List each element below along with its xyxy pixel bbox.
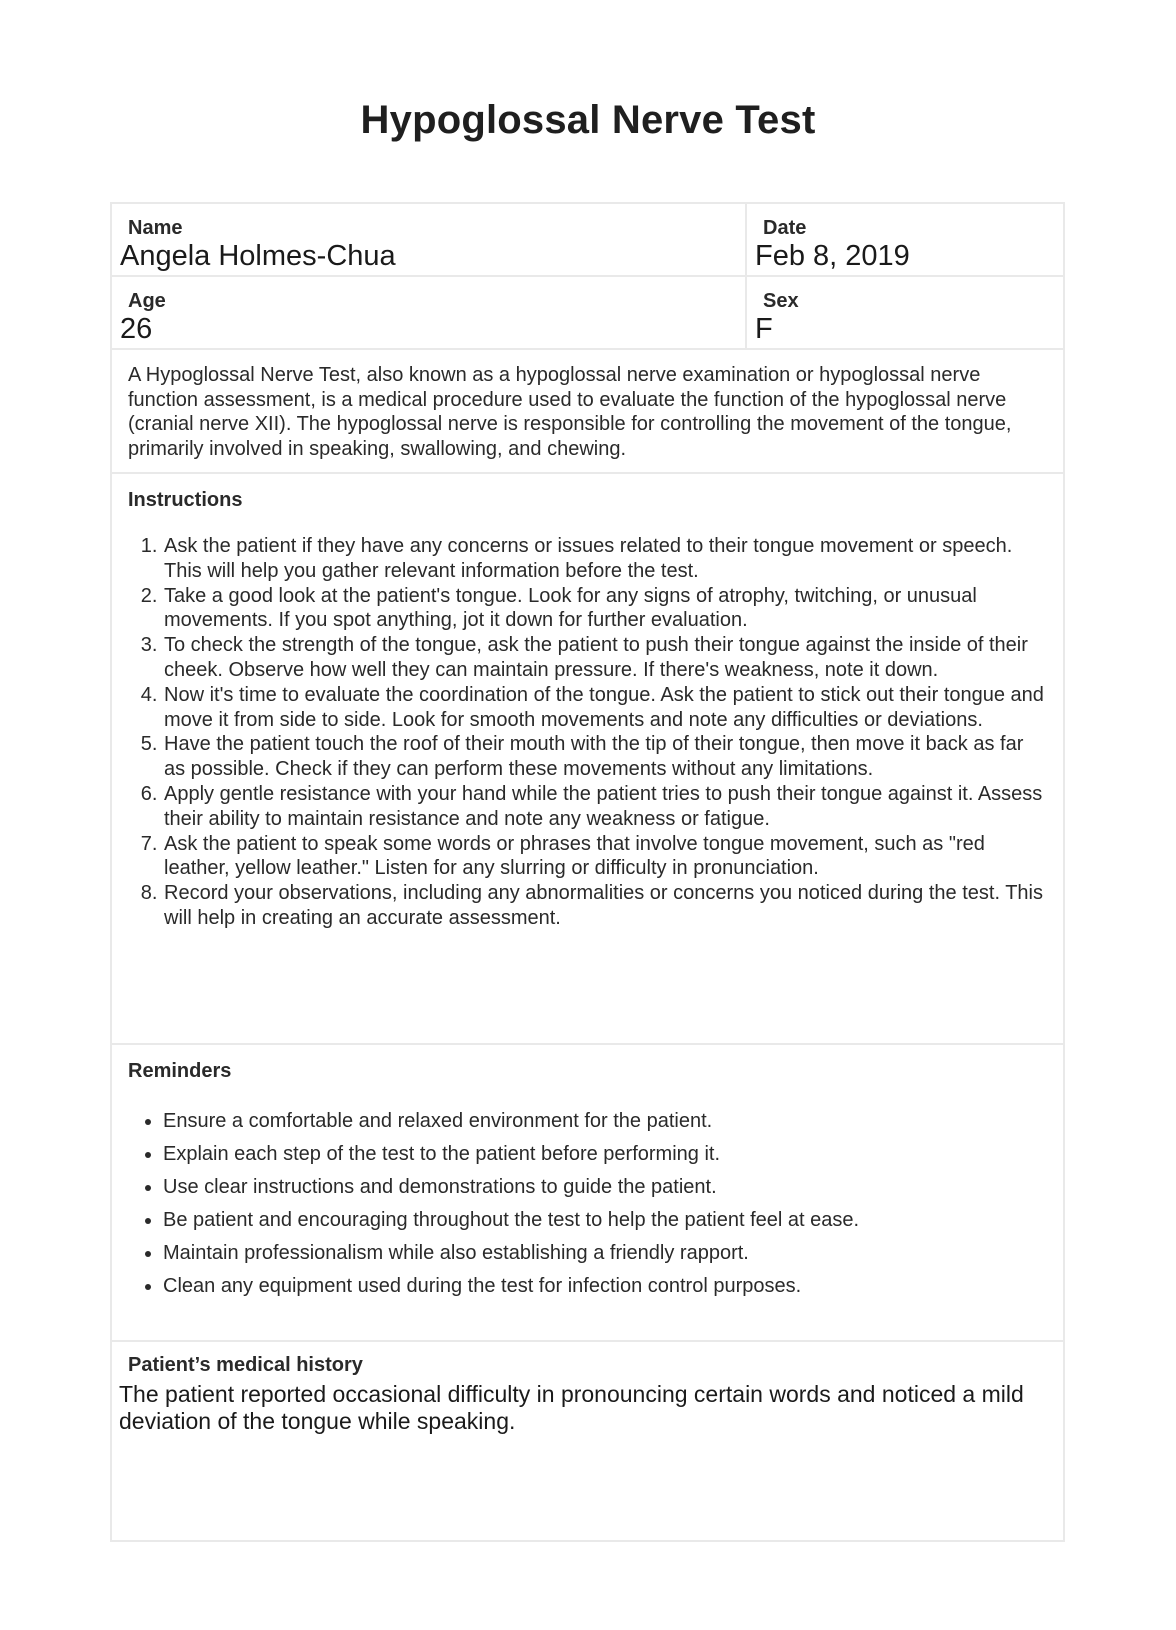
reminder-item: • Ensure a comfortable and relaxed environment for the patient.	[163, 1105, 1047, 1138]
instruction-item: 8. Record your observations, including any abnormalities or concerns you noticed during the test. This will help in creating an accurate assessment.	[163, 881, 1047, 931]
date-label: Date	[763, 217, 807, 239]
age-field[interactable]	[112, 277, 747, 348]
instruction-item: 4. Now it's time to evaluate the coordination of the tongue. Ask the patient to stick out their tongue and move it from side to side. Look for smooth movements and note any difficulties or deviations.	[163, 683, 1047, 733]
instruction-item: 5. Have the patient touch the roof of their mouth with the tip of their tongue, then move it back as far as possible. Check if they can perform these movements without any limitations.	[163, 732, 1047, 782]
date-value: Feb 8, 2019	[755, 240, 910, 272]
instruction-item: 7. Ask the patient to speak some words or phrases that involve tongue movement, such as "red leather, yellow leather." Listen for any slurring or difficulty in pronunciation.	[163, 832, 1047, 882]
reminder-item: • Clean any equipment used during the test for infection control purposes.	[163, 1270, 1047, 1303]
instructions-list	[128, 534, 1047, 931]
reminders-section	[112, 1045, 1063, 1342]
reminder-item: • Explain each step of the test to the patient before performing it.	[163, 1138, 1047, 1171]
sex-label: Sex	[763, 290, 799, 312]
name-value: Angela Holmes-Chua	[120, 240, 396, 272]
medical-history-heading: Patient’s medical history	[128, 1354, 363, 1376]
name-field[interactable]	[112, 204, 747, 275]
age-label: Age	[128, 290, 166, 312]
instruction-item: 6. Apply gentle resistance with your hand while the patient tries to push their tongue against it. Assess their ability to maintain resistance and note any weakness or fatigue.	[163, 782, 1047, 832]
name-label: Name	[128, 217, 183, 239]
reminders-list	[128, 1105, 1047, 1303]
description-section	[112, 350, 1063, 474]
instruction-item: 3. To check the strength of the tongue, ask the patient to push their tongue against the inside of their cheek. Observe how well they can maintain pressure. If there's weakness, note it down.	[163, 633, 1047, 683]
instruction-item: 1. Ask the patient if they have any concerns or issues related to their tongue movement or speech. This will help you gather relevant information before the test.	[163, 534, 1047, 584]
sex-value: F	[755, 313, 773, 345]
medical-history-section[interactable]	[112, 1342, 1063, 1435]
reminder-item: • Maintain professionalism while also establishing a friendly rapport.	[163, 1237, 1047, 1270]
instructions-section	[112, 474, 1063, 1045]
patient-info-row-1	[112, 204, 1063, 277]
age-value: 26	[120, 313, 153, 345]
instruction-item: 2. Take a good look at the patient's tongue. Look for any signs of atrophy, twitching, or unusual movements. If you spot anything, jot it down for further evaluation.	[163, 584, 1047, 634]
instructions-heading: Instructions	[128, 489, 243, 511]
description-text: A Hypoglossal Nerve Test, also known as a hypoglossal nerve examination or hypoglossal nerve function assessment, is a medical procedure used to evaluate the function of the hypoglossal nerve (cranial nerve XII). The hypoglossal nerve is responsible for controlling the movement of the tongue, primarily involved in speaking, swallowing, and chewing.	[128, 364, 1012, 460]
reminder-item: • Be patient and encouraging throughout the test to help the patient feel at ease.	[163, 1204, 1047, 1237]
patient-info-row-2	[112, 277, 1063, 350]
reminders-heading: Reminders	[128, 1060, 232, 1082]
page-title: Hypoglossal Nerve Test	[360, 98, 816, 142]
medical-history-text: The patient reported occasional difficulty in pronouncing certain words and noticed a mild deviation of the tongue while speaking.	[119, 1381, 1024, 1434]
date-field[interactable]	[747, 204, 1063, 275]
reminder-item: • Use clear instructions and demonstrations to guide the patient.	[163, 1171, 1047, 1204]
test-form	[110, 202, 1065, 1542]
sex-field[interactable]	[747, 277, 1063, 348]
